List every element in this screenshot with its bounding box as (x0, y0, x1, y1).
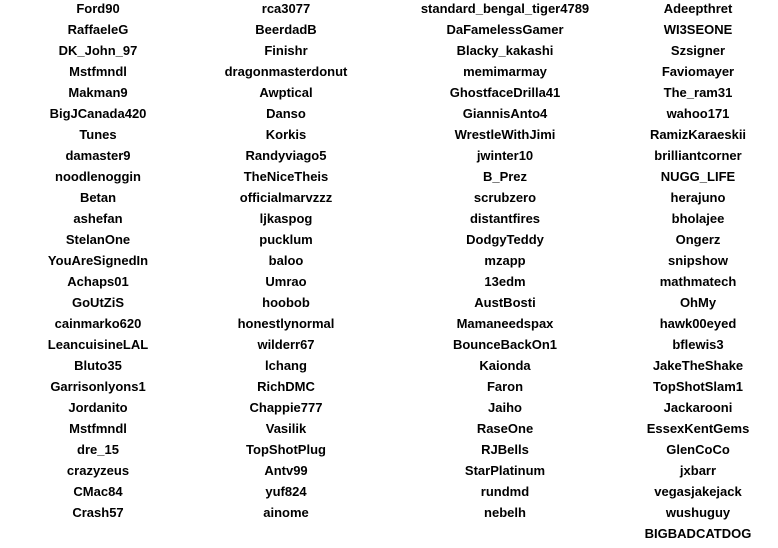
username-item: officialmarvzzz (239, 190, 333, 205)
username-item: distantfires (469, 211, 541, 226)
username-item: BounceBackOn1 (452, 337, 558, 352)
username-item: mzapp (484, 253, 526, 268)
username-item: TheNiceTheis (243, 169, 329, 184)
username-item: TopShotPlug (246, 442, 326, 457)
name-column-2 (188, 0, 384, 525)
username-item: yuf824 (265, 484, 307, 499)
username-item: baloo (268, 253, 304, 268)
username-item: Mamaneedspax (456, 316, 554, 331)
username-item: Jordanito (68, 400, 128, 415)
username-item: standard_bengal_tiger4789 (420, 1, 590, 16)
username-item: BigJCanada420 (49, 106, 147, 121)
username-item: vegasjakejack (654, 484, 742, 499)
username-item: 13edm (484, 274, 526, 289)
username-item: herajuno (670, 190, 726, 205)
username-item: CMac84 (73, 484, 123, 499)
username-item: hawk00eyed (659, 316, 737, 331)
username-item: wushuguy (665, 505, 731, 520)
username-item: YouAreSignedIn (47, 253, 149, 268)
username-item: Blacky_kakashi (456, 43, 554, 58)
username-item: StarPlatinum (464, 463, 546, 478)
username-item: DodgyTeddy (466, 232, 544, 247)
username-item: crazyzeus (66, 463, 130, 478)
username-item: Faron (486, 379, 524, 394)
username-item: JakeTheShake (652, 358, 744, 373)
username-item: noodlenoggin (55, 169, 141, 184)
username-item: scrubzero (473, 190, 537, 205)
username-item: RaffaeleG (67, 22, 129, 37)
username-item: Betan (79, 190, 117, 205)
username-item: Makman9 (68, 85, 128, 100)
name-column-3 (392, 0, 618, 525)
username-item: WrestleWithJimi (454, 127, 556, 142)
username-item: Crash57 (72, 505, 124, 520)
username-item: ljkaspog (259, 211, 313, 226)
username-item: Danso (266, 106, 306, 121)
username-item: Umrao (265, 274, 307, 289)
username-item: GhostfaceDrilla41 (449, 85, 561, 100)
username-item: nebelh (484, 505, 526, 520)
username-item: mathmatech (659, 274, 737, 289)
username-item: OhMy (679, 295, 717, 310)
username-item: lchang (265, 358, 307, 373)
username-item: pucklum (259, 232, 313, 247)
username-item: DaFamelessGamer (446, 22, 564, 37)
username-item: hoobob (262, 295, 310, 310)
username-item: Jaiho (488, 400, 522, 415)
username-item: Awptical (259, 85, 313, 100)
username-item: Kaionda (479, 358, 531, 373)
username-item: NUGG_LIFE (660, 169, 736, 184)
username-item: Ford90 (76, 1, 120, 16)
username-item: Tunes (79, 127, 117, 142)
username-item: WI3SEONE (663, 22, 733, 37)
username-item: Faviomayer (661, 64, 735, 79)
username-item: honestlynormal (237, 316, 335, 331)
username-item: rca3077 (261, 1, 311, 16)
username-item: Mstfmndl (69, 64, 127, 79)
username-item: rundmd (480, 484, 530, 499)
username-item: Mstfmndl (69, 421, 127, 436)
username-item: RichDMC (257, 379, 315, 394)
username-item: Garrisonlyons1 (50, 379, 146, 394)
username-item: Vasilik (265, 421, 307, 436)
username-item: Szsigner (670, 43, 726, 58)
username-item: RaseOne (476, 421, 534, 436)
username-item: TopShotSlam1 (652, 379, 744, 394)
username-item: Antv99 (264, 463, 308, 478)
username-item: RamizKaraeskii (649, 127, 747, 142)
username-item: RJBells (481, 442, 529, 457)
username-item: GiannisAnto4 (462, 106, 548, 121)
username-item: EssexKentGems (646, 421, 750, 436)
username-item: BeerdadB (255, 22, 317, 37)
username-item: ashefan (73, 211, 123, 226)
username-item: GlenCoCo (666, 442, 730, 457)
username-item: memimarmay (463, 64, 547, 79)
username-item: AustBosti (474, 295, 536, 310)
username-item: StelanOne (65, 232, 131, 247)
username-item: Korkis (265, 127, 307, 142)
username-item: brilliantcorner (654, 148, 742, 163)
username-item: The_ram31 (663, 85, 733, 100)
username-item: cainmarko620 (54, 316, 142, 331)
username-item: ainome (263, 505, 309, 520)
username-item: GoUtZiS (72, 295, 124, 310)
username-item: jxbarr (679, 463, 717, 478)
username-item: wilderr67 (257, 337, 315, 352)
username-item: damaster9 (65, 148, 131, 163)
username-item: LeancuisineLAL (47, 337, 149, 352)
username-item: jwinter10 (476, 148, 534, 163)
name-column-4 (618, 0, 778, 546)
username-item: dre_15 (77, 442, 119, 457)
username-item: DK_John_97 (58, 43, 138, 58)
username-item: Bluto35 (74, 358, 122, 373)
username-item: Adeepthret (663, 1, 733, 16)
username-item: Chappie777 (249, 400, 323, 415)
username-item: dragonmasterdonut (224, 64, 348, 79)
username-item: Finishr (264, 43, 308, 58)
username-item: Jackarooni (663, 400, 733, 415)
name-column-1 (0, 0, 196, 525)
username-item: bholajee (671, 211, 725, 226)
username-item: snipshow (668, 253, 728, 268)
username-item: Ongerz (675, 232, 721, 247)
username-item: wahoo171 (666, 106, 730, 121)
username-item: bflewis3 (672, 337, 724, 352)
username-item: B_Prez (482, 169, 528, 184)
username-item: Achaps01 (67, 274, 129, 289)
username-item: Randyviago5 (245, 148, 327, 163)
username-item: BIGBADCATDOG (644, 526, 752, 541)
